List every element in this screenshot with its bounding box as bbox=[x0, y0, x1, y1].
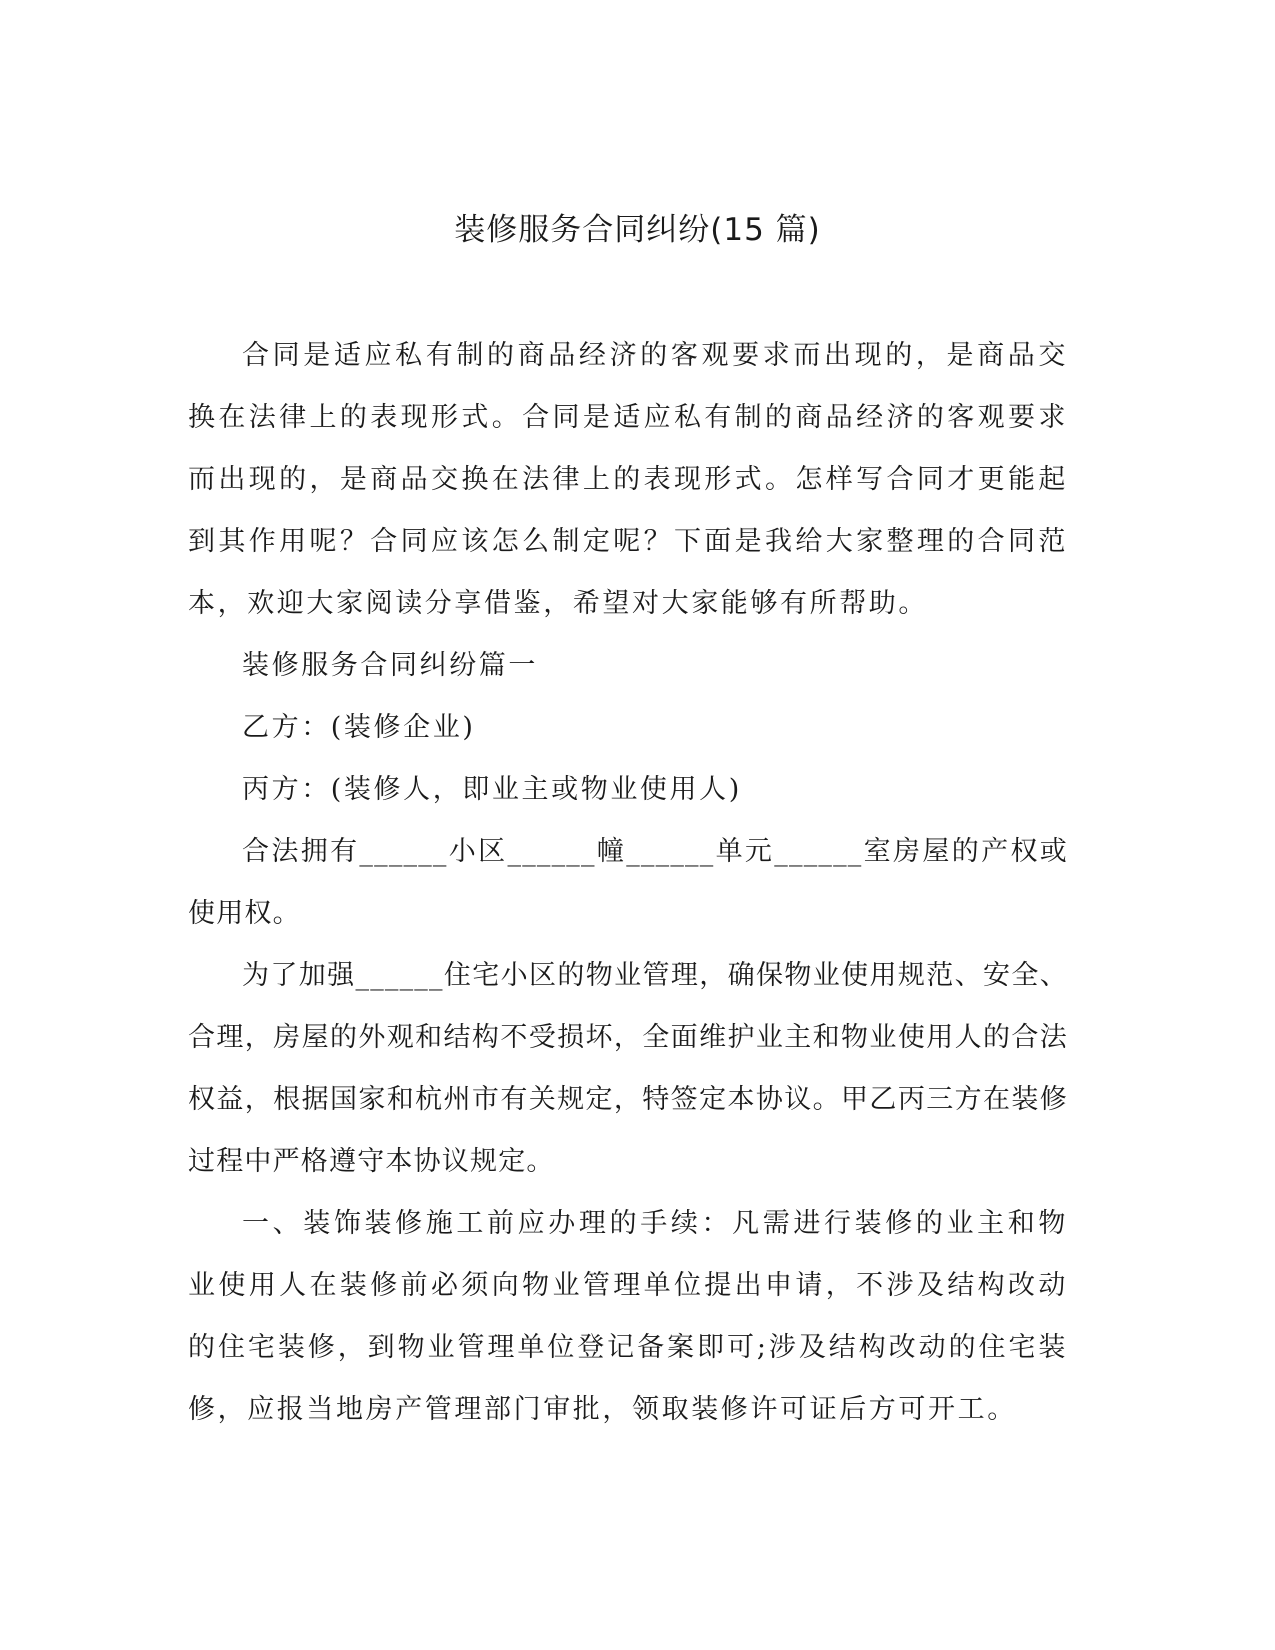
intro-paragraph: 合同是适应私有制的商品经济的客观要求而出现的，是商品交换在法律上的表现形式。合同是适应私有制的商品经济的客观要求而出现的，是商品交换在法律上的表现形式。怎样写合同才更能起到其作用呢？合同应该怎么制定呢？下面是我给大家整理的合同范本，欢迎大家阅读分享借鉴，希望对大家能够有所帮助。 bbox=[188, 340, 1068, 619]
party-b-line: 乙方：(装修企业) bbox=[242, 712, 476, 743]
document-body bbox=[188, 325, 1068, 1441]
party-c-line: 丙方：(装修人，即业主或物业使用人) bbox=[242, 774, 742, 805]
document-title: 装修服务合同纠纷(15 篇) bbox=[454, 212, 821, 248]
clause-one-paragraph: 一、装饰装修施工前应办理的手续：凡需进行装修的业主和物业使用人在装修前必须向物业管理单位提出申请，不涉及结构改动的住宅装修，到物业管理单位登记备案即可;涉及结构改动的住宅装修，应报当地房产管理部门审批，领取装修许可证后方可开工。 bbox=[188, 1208, 1068, 1425]
ownership-paragraph: 合法拥有______小区______幢______单元______室房屋的产权或使用权。 bbox=[188, 836, 1068, 929]
section-heading: 装修服务合同纠纷篇一 bbox=[242, 650, 538, 681]
purpose-paragraph: 为了加强______住宅小区的物业管理，确保物业使用规范、安全、合理，房屋的外观和结构不受损坏，全面维护业主和物业使用人的合法权益，根据国家和杭州市有关规定，特签定本协议。甲乙丙三方在装修过程中严格遵守本协议规定。 bbox=[188, 960, 1068, 1177]
